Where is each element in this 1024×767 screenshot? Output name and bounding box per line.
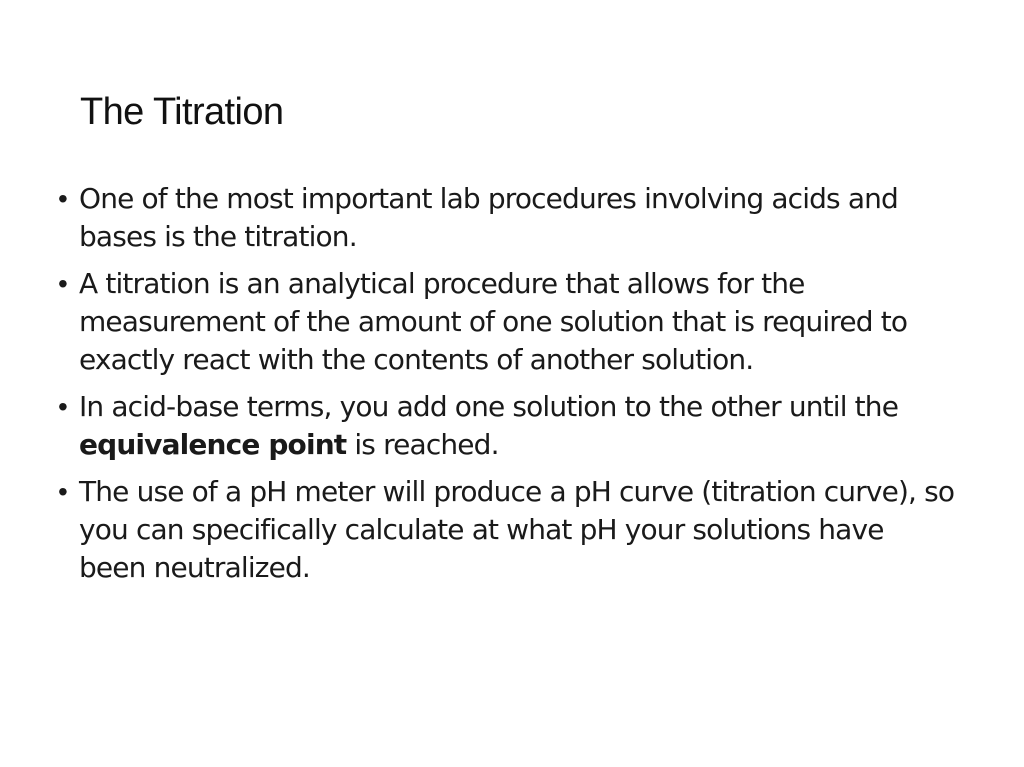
bullet-text (79, 473, 958, 587)
bullet-text-segment: The use of a pH meter will produce a pH curve (titration curve), so you can specifically calculate at what pH your solutions have been neutralized. (79, 475, 955, 584)
bullet-text (79, 388, 958, 464)
bullet-list (58, 180, 958, 596)
bullet-marker: • (58, 391, 67, 422)
equivalence-point-term: equivalence point (79, 428, 347, 461)
bullet-item (58, 265, 958, 379)
bullet-marker: • (58, 476, 67, 507)
bullet-text (79, 180, 958, 256)
bullet-marker: • (58, 183, 67, 214)
bullet-text-segment: In acid-base terms, you add one solution to the other until the (79, 390, 899, 423)
bullet-text (79, 265, 958, 379)
slide-title: The Titration (80, 91, 284, 133)
bullet-text-segment: A titration is an analytical procedure that allows for the measurement of the amount of one solution that is required to exactly react with the contents of another solution. (79, 267, 908, 376)
bullet-text-segment: is reached. (346, 428, 499, 461)
bullet-marker: • (58, 268, 67, 299)
bullet-item (58, 180, 958, 256)
bullet-item (58, 473, 958, 587)
bullet-item (58, 388, 958, 464)
bullet-text-segment: One of the most important lab procedures involving acids and bases is the titration. (79, 182, 898, 253)
